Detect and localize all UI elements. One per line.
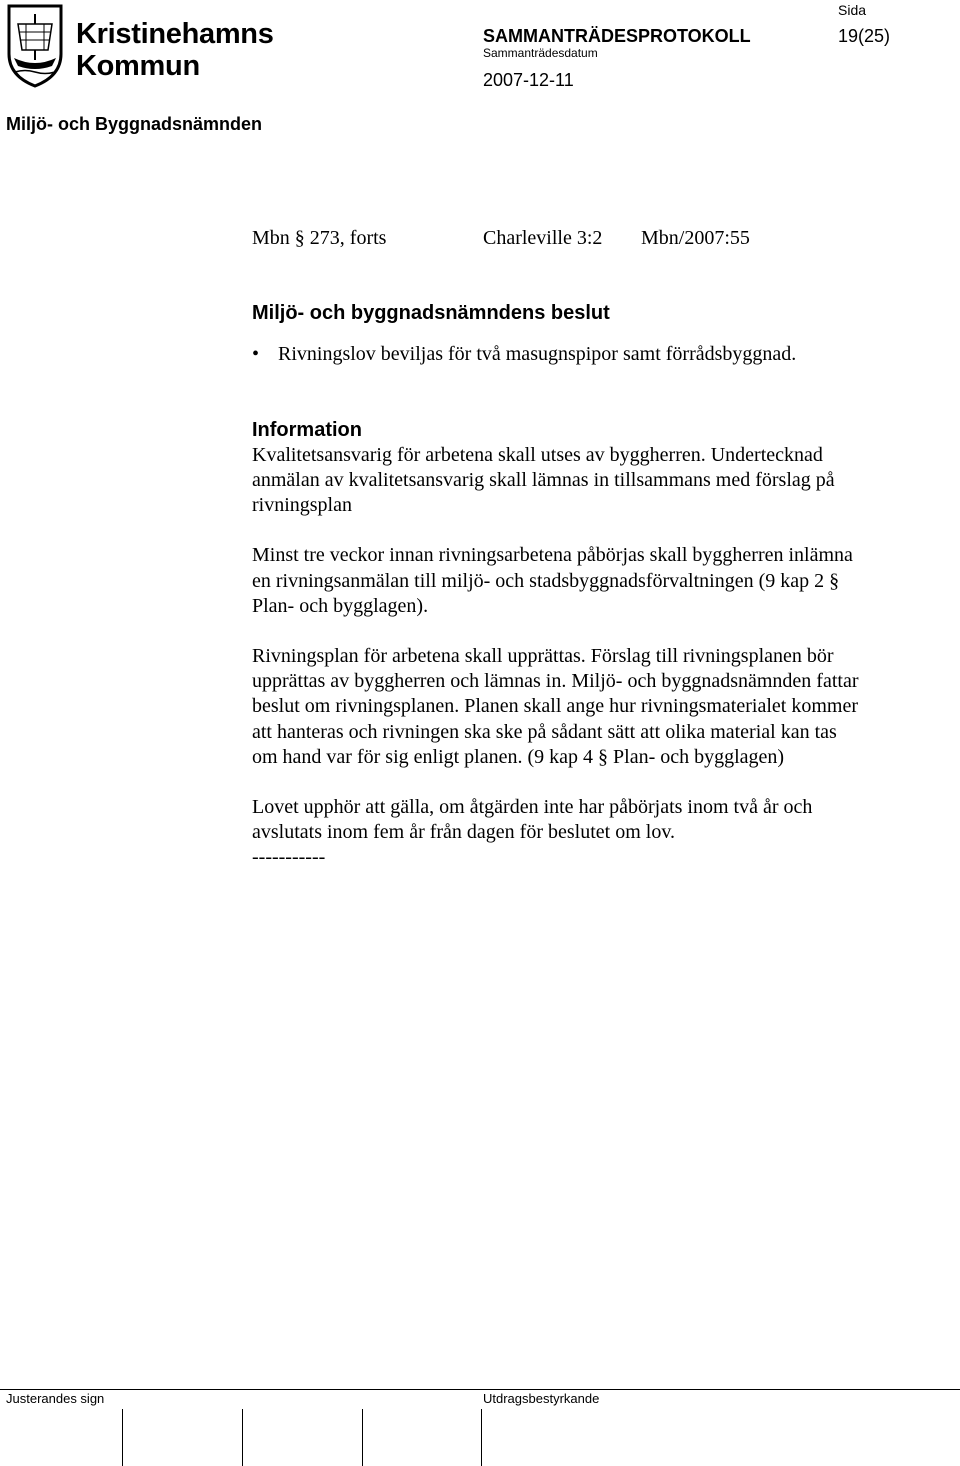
information-heading: Information <box>252 418 362 441</box>
signature-box-divider <box>481 1409 482 1466</box>
information-paragraph-3: Rivningsplan för arbetena skall upprättas. Förslag till rivningsplanen bör upprättas av byggherren och lämnas in. Miljö- och byggnadsnämnden fattar beslut om rivningsplanen. Planen skall ange hur rivningsmaterialet kommer att hanteras och rivningen ska ske på sådant sätt att olika material kan tas om hand var för sig enligt planen. (9 kap 4 § Plan- och bygglagen) <box>252 645 859 768</box>
page-label: Sida <box>838 2 867 18</box>
document-body <box>252 226 862 871</box>
board-name: Miljö- och Byggnadsnämnden <box>6 114 263 134</box>
decision-heading: Miljö- och byggnadsnämndens beslut <box>252 302 610 325</box>
case-number: Mbn/2007:55 <box>641 227 750 249</box>
meeting-date-label: Sammanträdesdatum <box>483 46 598 60</box>
meeting-date: 2007-12-11 <box>483 70 574 90</box>
paragraph-reference: Mbn § 273, forts <box>252 227 387 249</box>
footer-divider <box>0 1389 960 1390</box>
information-paragraph-1: Kvalitetsansvarig för arbetena skall utses av byggherren. Undertecknad anmälan av kvalitetsansvarig skall lämnas in tillsammans med förslag på rivningsplan <box>252 443 835 517</box>
information-paragraph-2: Minst tre veckor innan rivningsarbetena påbörjas skall byggherren inlämna en rivningsanmälan till miljö- och stadsbyggnadsförvaltningen (9 kap 2 § Plan- och bygglagen). <box>252 544 853 617</box>
document-type: SAMMANTRÄDESPROTOKOLL <box>483 26 751 46</box>
extract-certification-label: Utdragsbestyrkande <box>483 1391 600 1406</box>
signature-box-divider <box>242 1409 243 1466</box>
decision-bullet <box>252 342 862 367</box>
end-separator: ----------- <box>252 846 326 869</box>
signature-box-divider <box>122 1409 123 1466</box>
page-number: 19(25) <box>838 26 891 46</box>
logo-line-1: Kristinehamns <box>76 18 274 50</box>
decision-bullet-text: Rivningslov beviljas för två masugnspipor samt förrådsbyggnad. <box>278 343 797 366</box>
property-designation: Charleville 3:2 <box>483 227 603 249</box>
signer-label: Justerandes sign <box>6 1391 105 1406</box>
signature-box-divider <box>362 1409 363 1466</box>
logo-wordmark <box>76 18 274 82</box>
case-reference-line <box>252 226 862 251</box>
municipality-logo <box>6 0 274 90</box>
ship-emblem-icon <box>6 2 64 88</box>
bullet-icon: • <box>252 343 260 366</box>
logo-line-2: Kommun <box>76 50 200 82</box>
information-paragraph-4: Lovet upphör att gälla, om åtgärden inte har påbörjats inom två år och avslutats inom fem år från dagen för beslutet om lov. <box>252 796 813 844</box>
